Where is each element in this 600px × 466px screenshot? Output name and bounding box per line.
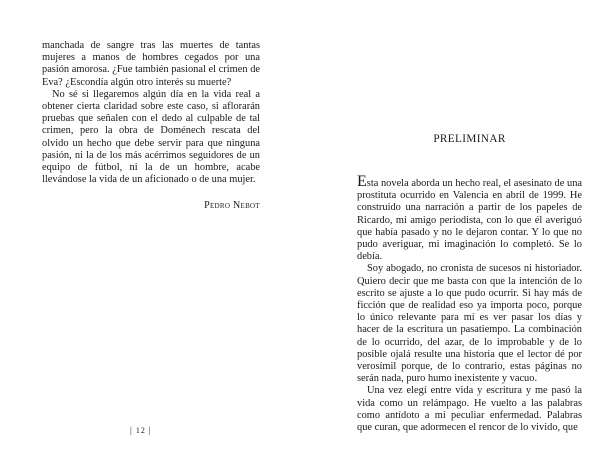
chapter-title: PRELIMINAR — [433, 133, 506, 145]
right-page — [300, 0, 600, 466]
left-paragraph-2: No sé si llegaremos algún día en la vida real a obtener cierta claridad sobre este caso, si aflorarán pruebas que señalen con el dedo al culpable de tal crimen, pero la obra de Doménech rescata del olvido un hecho que debe servir para que ninguna pasión, ni la de los más acérrimos seguidores de un equipo de fútbol, ni la de un hombre, acabe llevándose la vida de un aficionado o de una mujer. — [42, 88, 260, 186]
right-page-body — [357, 173, 582, 434]
right-paragraph-3: Una vez elegí entre vida y escritura y me pasó la vida como un relámpago. He vuelto a las palabras como antídoto a mi peculiar enfermedad. Palabras que curan, que adormecen el rencor de lo vivido, que — [357, 385, 582, 434]
page-number-value: 12 — [135, 426, 146, 435]
left-paragraph-1: manchada de sangre tras las muertes de tantas mujeres a manos de hombres cegados por una pasión amorosa. ¿Fue también pasional el crimen de Eva? ¿Escondía algún otro interés su muerte? — [42, 40, 260, 88]
author-signature: Pedro Nebot — [204, 200, 260, 211]
folio-bar-left-icon: | — [130, 425, 133, 435]
left-page-body — [42, 40, 260, 186]
right-paragraph-1: Esta novela aborda un hecho real, el asesinato de una prostituta ocurrido en Valencia en abril de 1999. He construido una narración a partir de los papeles de Ricardo, mi amigo periodista, con lo que él averiguó que había pasado y no le dejaron contar. Y lo que no pudo averiguar, mi imaginación lo completó. Se lo debía. — [357, 173, 582, 263]
folio-bar-right-icon: | — [148, 425, 152, 435]
right-paragraph-2: Soy abogado, no cronista de sucesos ni historiador. Quiero decir que me basta con que la intención de lo escrito se ajuste a lo que pudo ocurrir. Si hay más de ficción que de realidad eso ya importa poco, porque lo único relevante para mí es ver pasar los días y hacer de la escritura un pasatiempo. La combinación de lo ocurrido, del azar, de lo improbable y de lo posible ojalá resulte una historia que el lector dé por verosímil porque, de lo contrario, estas páginas no serán nada, puro humo inexistente y vacuo. — [357, 263, 582, 385]
page-number — [130, 425, 152, 435]
